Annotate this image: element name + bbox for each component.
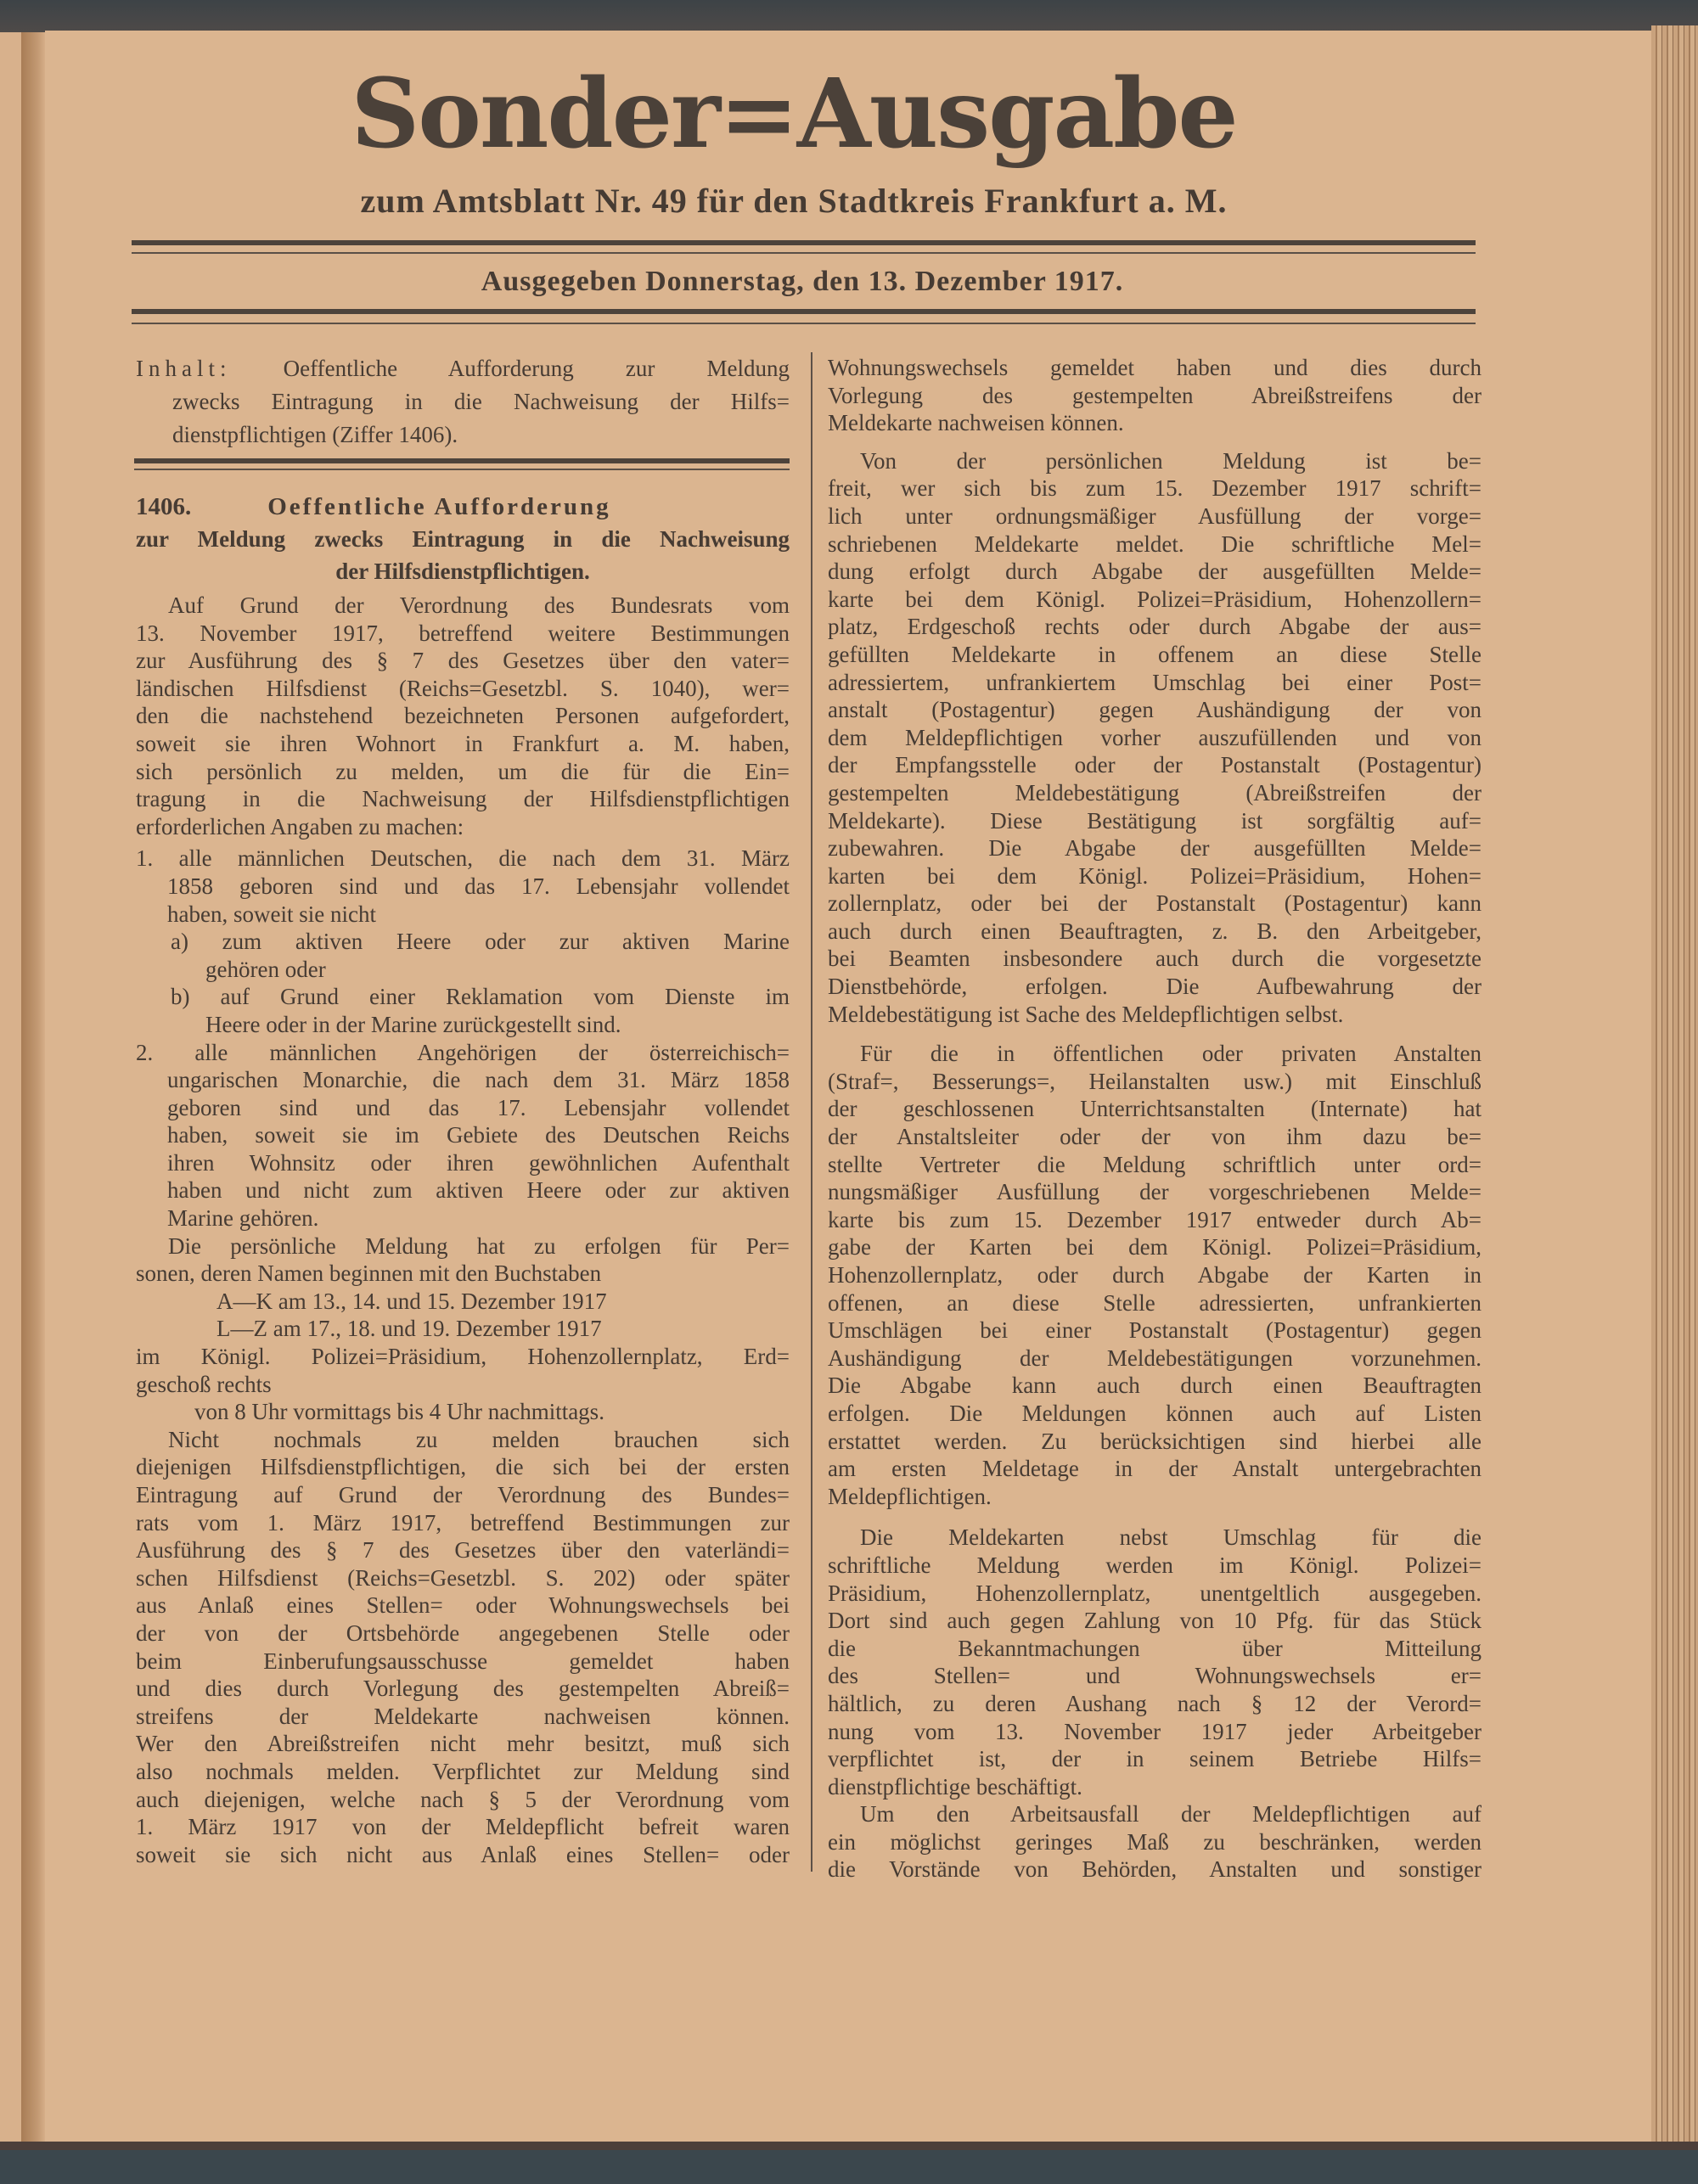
text-line: b) auf Grund einer Reklamation vom Dienste im bbox=[171, 984, 790, 1010]
text-line: Aushändigung der Meldebestätigungen vorzunehmen. bbox=[828, 1345, 1482, 1371]
rule-thin bbox=[132, 323, 1476, 324]
text-line: auch durch einen Beauftragten, z. B. den Arbeitgeber, bbox=[828, 918, 1482, 944]
text-line: der von der Ortsbehörde angegebenen Stelle oder bbox=[136, 1620, 790, 1646]
issue-date: Ausgegeben Donnerstag, den 13. Dezember 1917. bbox=[481, 266, 1124, 297]
text-line: im Königl. Polizei=Präsidium, Hohenzollernplatz, Erd= bbox=[136, 1344, 790, 1370]
text-line: dem Meldepflichtigen vorher auszufüllenden und von bbox=[828, 724, 1482, 750]
text-line: verpflichtet ist, der in seinem Betriebe Hilfs= bbox=[828, 1746, 1482, 1772]
text-line: L—Z am 17., 18. und 19. Dezember 1917 bbox=[216, 1316, 602, 1342]
text-line: soweit sie sich nicht aus Anlaß eines Stellen= oder bbox=[136, 1841, 790, 1867]
text-line: also nochmals melden. Verpflichtet zur Meldung sind bbox=[136, 1758, 790, 1784]
text-line: und dies durch Vorlegung des gestempelten Abreiß= bbox=[136, 1676, 790, 1702]
text-line: soweit sie ihren Wohnort in Frankfurt a. M. haben, bbox=[136, 730, 790, 756]
binding-shadow bbox=[21, 32, 45, 2146]
section-number: 1406. bbox=[136, 493, 192, 520]
text-line: Ausführung des § 7 des Gesetzes über den vaterländi= bbox=[136, 1537, 790, 1564]
text-line: Hohenzollernplatz, oder durch Abgabe der Karten in bbox=[828, 1262, 1482, 1288]
paragraph bbox=[136, 983, 790, 1038]
text-line: zubewahren. Die Abgabe der ausgefüllten Melde= bbox=[828, 835, 1482, 862]
text-line: lich unter ordnungsmäßiger Ausfüllung der vorge= bbox=[828, 502, 1482, 529]
text-line: auch diejenigen, welche nach § 5 der Verordnung vom bbox=[136, 1786, 790, 1812]
column-divider bbox=[811, 352, 812, 1872]
text-line: karte bis zum 15. Dezember 1917 entweder durch Ab= bbox=[828, 1206, 1482, 1232]
text-line: schen Hilfsdienst (Reichs=Gesetzbl. S. 202) oder später bbox=[136, 1564, 790, 1591]
text-line: beim Einberufungsausschusse gemeldet haben bbox=[136, 1648, 790, 1674]
contents-label: Inhalt: bbox=[136, 356, 232, 381]
text-line: gabe der Karten bei dem Königl. Polizei=Präsidium, bbox=[828, 1234, 1482, 1260]
left-column bbox=[136, 592, 790, 1868]
text-line: tragung in die Nachweisung der Hilfsdienstpflichtigen bbox=[136, 786, 790, 812]
rule-thin bbox=[132, 252, 1476, 254]
text-line: Meldebestätigung ist Sache des Meldepflichtigen selbst. bbox=[828, 1001, 1344, 1027]
text-line: Um den Arbeitsausfall der Meldepflichtigen auf bbox=[860, 1801, 1482, 1827]
text-line: diejenigen Hilfsdienstpflichtigen, die sich bei der ersten bbox=[136, 1454, 790, 1480]
paragraph bbox=[136, 592, 790, 840]
text-line: Meldekarte). Diese Bestätigung ist sorgfältig auf= bbox=[828, 807, 1482, 834]
text-line: adressiertem, unfrankiertem Umschlag bei einer Post= bbox=[828, 669, 1482, 695]
text-line: rats vom 1. März 1917, betreffend Bestimmungen zur bbox=[136, 1509, 790, 1536]
section-subheading: der Hilfsdienstpflichtigen. bbox=[335, 559, 590, 584]
text-line: Auf Grund der Verordnung des Bundesrats vom bbox=[168, 592, 790, 618]
text-line: Wer den Abreißstreifen nicht mehr besitzt, muß sich bbox=[136, 1731, 790, 1757]
text-line: (Straf=, Besserungs=, Heilanstalten usw.) mit Einschluß bbox=[828, 1068, 1482, 1094]
paragraph bbox=[136, 1232, 790, 1288]
paragraph bbox=[136, 1288, 790, 1343]
text-line: Heere oder in der Marine zurückgestellt sind. bbox=[205, 1011, 621, 1037]
paragraph bbox=[828, 354, 1482, 437]
text-line: gestempelten Meldebestätigung (Abreißstreifen der bbox=[828, 779, 1482, 806]
text-line: gehören oder bbox=[205, 956, 326, 982]
text-line: streifens der Meldekarte nachweisen können. bbox=[136, 1703, 790, 1729]
book-cover-bottom bbox=[0, 2142, 1698, 2184]
text-line: Vorlegung des gestempelten Abreißstreifens der bbox=[828, 382, 1482, 408]
text-line: Die Abgabe kann auch durch einen Beauftragten bbox=[828, 1373, 1482, 1399]
text-line: Für die in öffentlichen oder privaten Anstalten bbox=[860, 1041, 1482, 1067]
text-line: 13. November 1917, betreffend weitere Bestimmungen bbox=[136, 620, 790, 646]
contents-line bbox=[136, 352, 790, 385]
text-line: Nicht nochmals zu melden brauchen sich bbox=[168, 1426, 790, 1452]
text-line: Wohnungswechsels gemeldet haben und dies durch bbox=[828, 355, 1482, 380]
text-line: der Anstaltsleiter oder der von ihm dazu be= bbox=[828, 1124, 1482, 1150]
text-line: erfolgen. Die Meldungen können auch auf Listen bbox=[828, 1400, 1482, 1426]
previous-page-edge bbox=[0, 32, 21, 2146]
text-line: karten bei dem Königl. Polizei=Präsidium, Hohen= bbox=[828, 862, 1482, 889]
contents-box bbox=[136, 352, 790, 452]
page-stack-edge bbox=[1651, 25, 1698, 2148]
text-line: sich persönlich zu melden, um die für die Ein= bbox=[136, 758, 790, 784]
text-line: ungarischen Monarchie, die nach dem 31. März 1858 bbox=[167, 1067, 790, 1093]
text-line: den die nachstehend bezeichneten Personen aufgefordert, bbox=[136, 703, 790, 729]
text-line: der Empfangsstelle oder der Postanstalt (Postagentur) bbox=[828, 752, 1482, 778]
contents-line: dienstpflichtigen (Ziffer 1406). bbox=[172, 422, 458, 447]
text-line: stellte Vertreter die Meldung schriftlich unter ord= bbox=[828, 1151, 1482, 1177]
section-subheading: zur Meldung zwecks Eintragung in die Nachweisung bbox=[136, 526, 790, 552]
text-line: Präsidium, Hohenzollernplatz, unentgeltlich ausgegeben. bbox=[828, 1580, 1482, 1606]
text-line: dienstpflichtige beschäftigt. bbox=[828, 1773, 1082, 1799]
text-line: erforderlichen Angaben zu machen: bbox=[136, 813, 464, 839]
text-line: offenen, an diese Stelle adressierten, unfrankierten bbox=[828, 1289, 1482, 1316]
paragraph bbox=[136, 928, 790, 983]
text-line: 2. alle männlichen Angehörigen der österreichisch= bbox=[136, 1039, 790, 1065]
text-line: A—K am 13., 14. und 15. Dezember 1917 bbox=[216, 1288, 607, 1314]
masthead-subtitle: zum Amtsblatt Nr. 49 für den Stadtkreis Frankfurt a. M. bbox=[360, 182, 1228, 220]
text-line: dung erfolgt durch Abgabe der ausgefüllten Melde= bbox=[828, 559, 1482, 585]
text-line: gefüllten Meldekarte in offenem an diese Stelle bbox=[828, 641, 1482, 667]
text-line: erstattet werden. Zu berücksichtigen sind hierbei alle bbox=[828, 1428, 1482, 1454]
text-line: 1. alle männlichen Deutschen, die nach dem 31. März bbox=[136, 845, 790, 872]
text-line: zur Ausführung des § 7 des Gesetzes über den vater= bbox=[136, 648, 790, 674]
text-line: schriftliche Meldung werden im Königl. Polizei= bbox=[828, 1552, 1482, 1578]
text-line: der geschlossenen Unterrichtsanstalten (Internate) hat bbox=[828, 1096, 1482, 1122]
text-line: schriebenen Meldekarte meldet. Die schriftliche Mel= bbox=[828, 531, 1482, 557]
text-line: Dienstbehörde, erfolgen. Die Aufbewahrung der bbox=[828, 974, 1482, 1000]
text-line: Eintragung auf Grund der Verordnung des Bundes= bbox=[136, 1482, 790, 1507]
text-line: geschoß rechts bbox=[136, 1371, 272, 1397]
text-line: am ersten Meldetage in der Anstalt untergebrachten bbox=[828, 1456, 1482, 1482]
paragraph bbox=[136, 1398, 790, 1426]
text-line: Von der persönlichen Meldung ist be= bbox=[860, 447, 1482, 474]
text-line: haben, soweit sie im Gebiete des Deutschen Reichs bbox=[167, 1122, 790, 1148]
text-line: Die Meldekarten nebst Umschlag für die bbox=[860, 1524, 1482, 1551]
text-line: Marine gehören. bbox=[167, 1205, 319, 1232]
section-title: Oeffentliche Aufforderung bbox=[267, 493, 611, 520]
rule-thick bbox=[134, 458, 790, 463]
text-line: ländischen Hilfsdienst (Reichs=Gesetzbl. S. 1040), wer= bbox=[136, 675, 790, 701]
text-line: Meldepflichtigen. bbox=[828, 1483, 992, 1509]
rule-thick bbox=[132, 240, 1476, 245]
text-line: Dort sind auch gegen Zahlung von 10 Pfg. für das Stück bbox=[828, 1608, 1482, 1634]
rule-thin bbox=[134, 469, 790, 470]
text-line: bei Beamten insbesondere auch durch die vorgesetzte bbox=[828, 946, 1482, 972]
text-line: ein möglichst geringes Maß zu beschränken, werden bbox=[828, 1828, 1482, 1855]
paragraph bbox=[136, 845, 790, 928]
text-line: sonen, deren Namen beginnen mit den Buchstaben bbox=[136, 1260, 602, 1287]
rule-thick bbox=[132, 309, 1476, 314]
text-line: geboren sind und das 17. Lebensjahr vollendet bbox=[167, 1094, 790, 1120]
text-line: anstalt (Postagentur) gegen Aushändigung der von bbox=[828, 697, 1482, 723]
text-line: nung vom 13. November 1917 jeder Arbeitgeber bbox=[828, 1718, 1482, 1744]
paragraph bbox=[136, 1343, 790, 1398]
section-heading bbox=[136, 491, 790, 587]
text-line: Die persönliche Meldung hat zu erfolgen für Per= bbox=[168, 1232, 790, 1259]
text-line: haben und nicht zum aktiven Heere oder zur aktiven bbox=[167, 1177, 790, 1204]
right-column bbox=[828, 354, 1482, 1884]
text-line: von 8 Uhr vormittags bis 4 Uhr nachmittags. bbox=[194, 1399, 604, 1425]
scan-top-border bbox=[0, 0, 1698, 32]
paragraph bbox=[828, 1524, 1482, 1800]
text-line: 1858 geboren sind und das 17. Lebensjahr vollendet bbox=[167, 873, 790, 899]
text-line: 1. März 1917 von der Meldepflicht befreit waren bbox=[136, 1814, 790, 1840]
text-line: des Stellen= und Wohnungswechsels er= bbox=[828, 1663, 1482, 1689]
text-line: freit, wer sich bis zum 15. Dezember 1917 schrift= bbox=[828, 475, 1482, 502]
paragraph bbox=[828, 1040, 1482, 1510]
masthead-title: Sonder=Ausgabe bbox=[351, 59, 1237, 170]
paragraph bbox=[136, 1039, 790, 1232]
paragraph bbox=[828, 447, 1482, 1028]
text-line: zollernplatz, oder bei der Postanstalt (Postagentur) kann bbox=[828, 890, 1482, 917]
text-line: Meldekarte nachweisen können. bbox=[828, 410, 1124, 436]
text-line: hältlich, zu deren Aushang nach § 12 der Verord= bbox=[828, 1690, 1482, 1716]
text-line: Umschlägen bei einer Postanstalt (Postagentur) gegen bbox=[828, 1317, 1482, 1344]
section-heading-line bbox=[136, 491, 790, 523]
contents-text: Oeffentliche Aufforderung zur Meldung bbox=[283, 356, 790, 381]
text-line: haben, soweit sie nicht bbox=[167, 901, 376, 927]
text-line: aus Anlaß eines Stellen= oder Wohnungswechsels bei bbox=[136, 1592, 790, 1619]
paragraph bbox=[136, 1426, 790, 1869]
contents-line: zwecks Eintragung in die Nachweisung der Hilfs= bbox=[172, 389, 790, 414]
text-line: die Vorstände von Behörden, Anstalten und sonstiger bbox=[828, 1856, 1482, 1883]
text-line: nungsmäßiger Ausfüllung der vorgeschriebenen Melde= bbox=[828, 1179, 1482, 1205]
text-line: karte bei dem Königl. Polizei=Präsidium, Hohenzollern= bbox=[828, 586, 1482, 612]
paragraph bbox=[828, 1800, 1482, 1884]
text-line: platz, Erdgeschoß rechts oder durch Abgabe der aus= bbox=[828, 614, 1482, 640]
text-line: die Bekanntmachungen über Mitteilung bbox=[828, 1635, 1482, 1661]
text-line: ihren Wohnsitz oder ihren gewöhnlichen Aufenthalt bbox=[167, 1149, 790, 1176]
text-line: a) zum aktiven Heere oder zur aktiven Marine bbox=[171, 929, 790, 955]
